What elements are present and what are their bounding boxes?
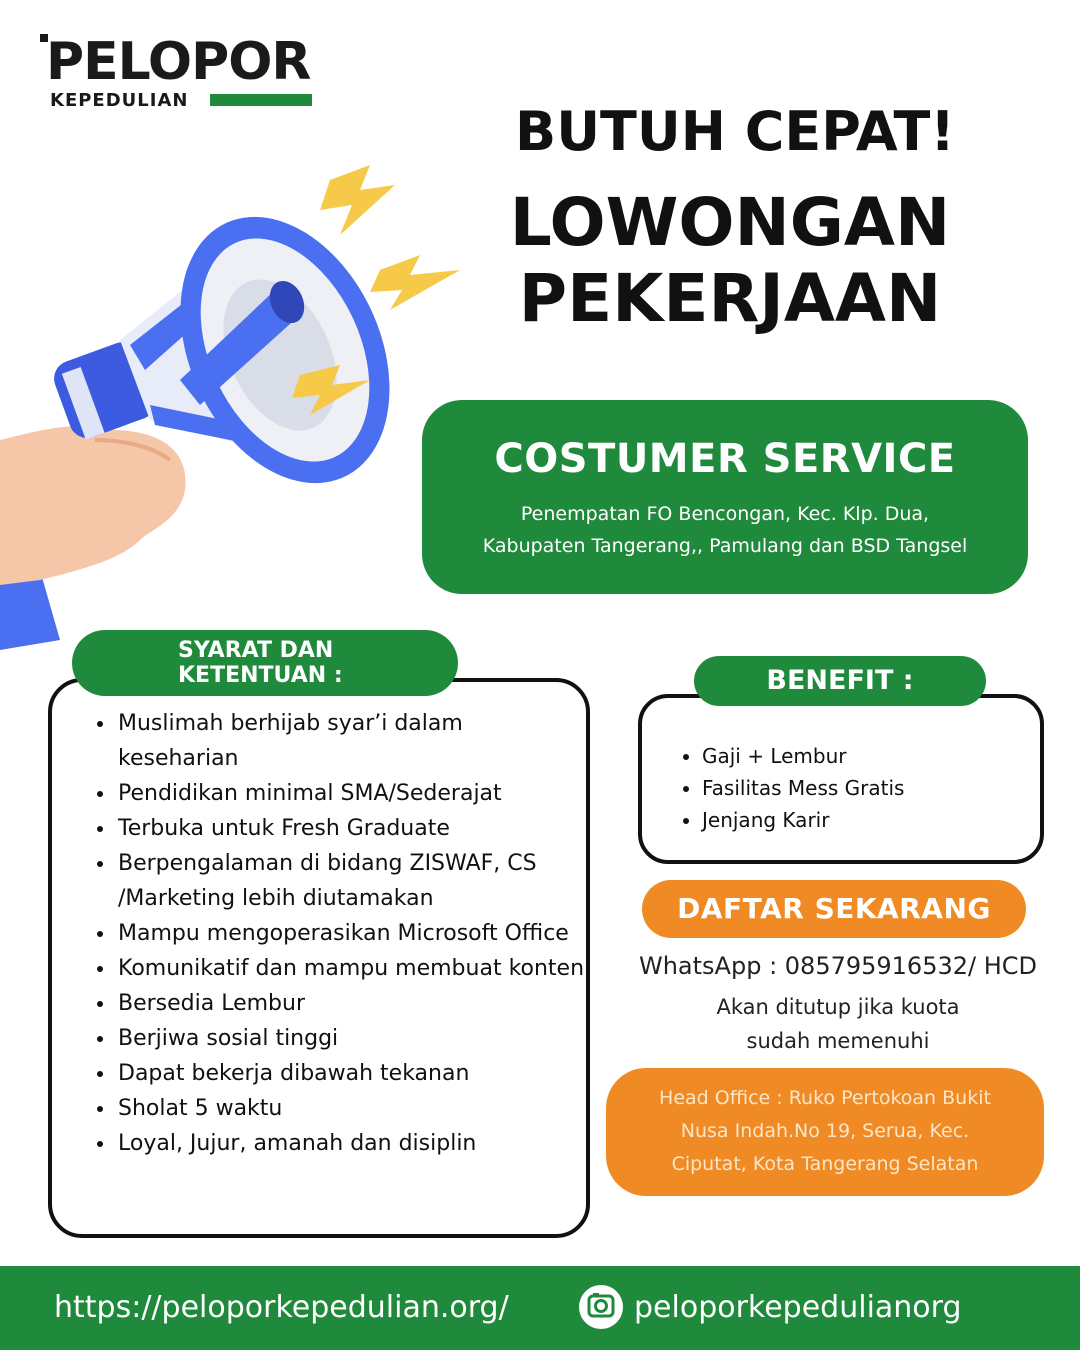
- megaphone-illustration: [0, 140, 480, 660]
- head-office-line-2: Nusa Indah.No 19, Serua, Kec.: [680, 1120, 970, 1142]
- headline-line-2: PEKERJAAN: [518, 260, 942, 337]
- job-title: COSTUMER SERVICE: [494, 436, 956, 482]
- requirement-item: • Bersedia Lembur: [116, 986, 586, 1021]
- requirement-item: • Berpengalaman di bidang ZISWAF, CS /Marketing lebih diutamakan: [116, 846, 586, 916]
- requirements-title-tab: [72, 630, 458, 696]
- requirement-item: • Loyal, Jujur, amanah dan disiplin: [116, 1126, 586, 1161]
- footer: [0, 1266, 1080, 1350]
- whatsapp-contact: WhatsApp : 085795916532/ HCD: [638, 952, 1038, 980]
- benefit-item: • Jenjang Karir: [702, 804, 904, 836]
- logo-subtitle: KEPEDULIAN: [50, 90, 189, 111]
- job-location: [442, 498, 1008, 562]
- headline-urgent: BUTUH CEPAT!: [515, 100, 955, 163]
- job-card: [422, 400, 1028, 594]
- benefit-item: • Gaji + Lembur: [702, 740, 904, 772]
- benefit-item: • Fasilitas Mess Gratis: [702, 772, 904, 804]
- requirements-list: [92, 706, 586, 1161]
- benefit-title: BENEFIT :: [694, 656, 986, 706]
- requirements-title-line-2: KETENTUAN :: [178, 663, 343, 688]
- headline-main: [460, 185, 1000, 337]
- instagram-icon: [578, 1284, 624, 1330]
- head-office-card: [606, 1068, 1044, 1196]
- requirement-item: • Komunikatif dan mampu membuat konten: [116, 951, 586, 986]
- requirement-item: • Dapat bekerja dibawah tekanan: [116, 1056, 586, 1091]
- head-office-line-3: Ciputat, Kota Tangerang Selatan: [671, 1153, 979, 1175]
- benefit-list: [682, 740, 904, 836]
- closing-note: [660, 990, 1016, 1058]
- head-office-address: [630, 1082, 1020, 1181]
- requirement-item: • Mampu mengoperasikan Microsoft Office: [116, 916, 586, 951]
- closing-note-line-2: sudah memenuhi: [746, 1029, 930, 1053]
- requirements-title-line-1: SYARAT DAN: [178, 638, 334, 663]
- requirement-item: • Muslimah berhijab syar’i dalam keseharian: [116, 706, 586, 776]
- closing-note-line-1: Akan ditutup jika kuota: [716, 995, 960, 1019]
- requirement-item: • Pendidikan minimal SMA/Sederajat: [116, 776, 586, 811]
- logo-name: PELOPOR: [46, 32, 311, 92]
- benefit-box: [638, 694, 1044, 864]
- requirement-item: • Sholat 5 waktu: [116, 1091, 586, 1126]
- requirements-title: [178, 638, 343, 688]
- head-office-line-1: Head Office : Ruko Pertokoan Bukit: [659, 1087, 991, 1109]
- requirement-item: • Berjiwa sosial tinggi: [116, 1021, 586, 1056]
- requirements-box: [48, 678, 590, 1238]
- register-now-button[interactable]: DAFTAR SEKARANG: [642, 880, 1026, 938]
- logo-bar: [210, 94, 312, 106]
- logo: [40, 28, 330, 118]
- website-link[interactable]: https://peloporkepedulian.org/: [54, 1290, 509, 1325]
- instagram-handle[interactable]: peloporkepedulianorg: [634, 1290, 962, 1325]
- job-location-line-1: Penempatan FO Bencongan, Kec. Klp. Dua,: [520, 503, 930, 525]
- job-location-line-2: Kabupaten Tangerang,, Pamulang dan BSD Tangsel: [482, 535, 968, 557]
- headline-line-1: LOWONGAN: [509, 184, 951, 261]
- requirement-item: • Terbuka untuk Fresh Graduate: [116, 811, 586, 846]
